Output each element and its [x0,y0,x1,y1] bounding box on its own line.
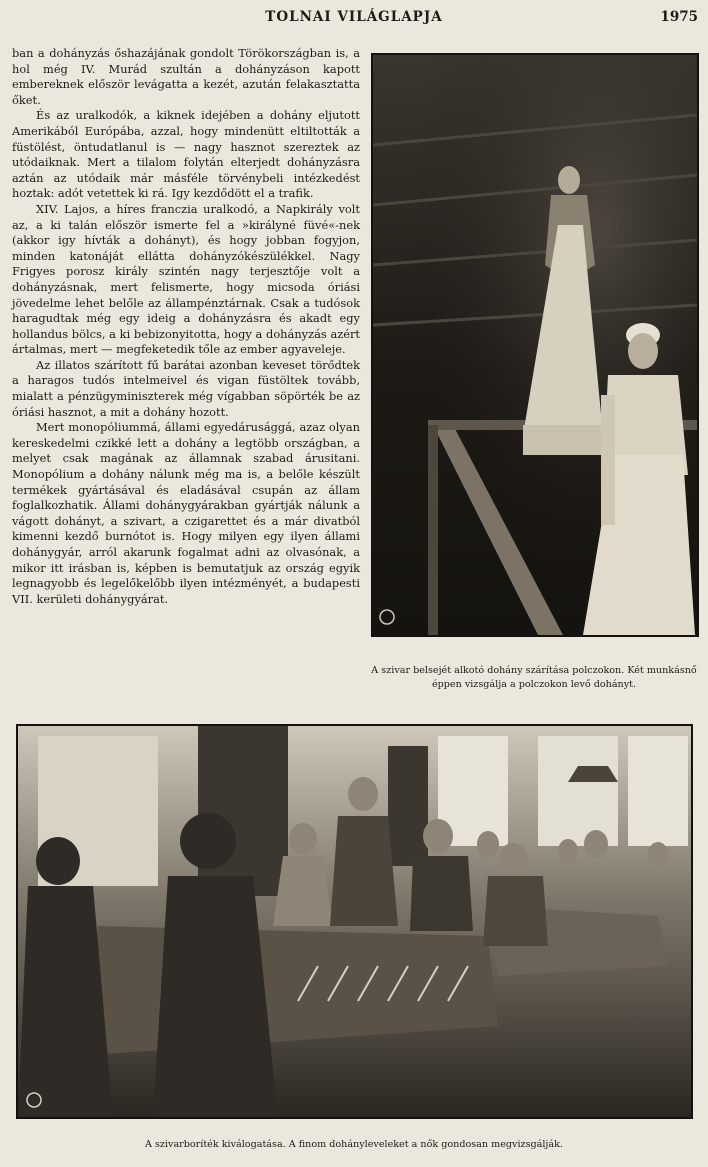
tobacco-drying-caption: A szivar belsejét alkotó dohány szárítása polczokon. Két munkásnő éppen vizsgálja a polczokon levő dohányt. [371,665,697,690]
tobacco-drying-photo-image [373,55,697,635]
article-paragraph: És az uralkodók, a kiknek idejében a dohány eljutott Amerikából Európába, azzal, hogy mindenütt eltiltották a füstölést, öntudatlanul is — nagy hasznot szereztek az utódaiknak. Mert a tilalom folytán elterjedt dohányzásra aztán az utódaik már másféle törvénybeli intézkedést hoztak: adót vetettek ki rá. Igy kezdődött el a trafik. [12,108,360,201]
page-number: 1975 [660,9,698,25]
wrapper-sorting-caption: A szivarboríték kiválogatása. A finom dohányleveleket a nők gondosan megvizsgálják. [145,1139,563,1150]
article-column [12,46,360,607]
magazine-title: TOLNAI VILÁGLAPJA [265,9,443,25]
article-paragraph: Mert monopóliummá, állami egyedárusággá, azaz olyan kereskedelmi czikké lett a dohány a legtöbb országban, a melyet csak magának az államnak szabad árusitani. Monopólium a dohány nálunk még ma is, a belőle készült termékek gyártásával és eladásával csupán az állam foglalkozhatik. Állami dohánygyárakban gyártják nálunk a vágott dohányt, a szivart, a czigarettet és a már divatból kimenni kezdő burnótot is. Hogy milyen egy ilyen állami dohánygyár, arról akarunk fogalmat adni az olvasónak, a mikor itt irásban is, képben is bemutatjuk az ország egyik legnagyobb és legelőkelőbb ilyen intézményét, a budapesti VII. kerületi dohánygyárat. [12,420,360,606]
tobacco-drying-photo [371,53,699,637]
article-paragraph: ban a dohányzás őshazájának gondolt Törökországban is, a hol még IV. Murád szultán a dohányzáson kapott embereknek először levágatta a kezét, azután felakasztatta őket. [12,46,360,107]
page-header [0,9,708,29]
article-paragraph: Az illatos szárított fű barátai azonban keveset törődtek a haragos tudós intelmeivel és vigan füstöltek tovább, mialatt a pénzügyminiszterek még vígabban söpörték be az óriási hasznot, a mit a dohány hozott. [12,357,360,419]
wrapper-sorting-photo [16,724,693,1119]
wrapper-sorting-photo-image [18,726,691,1117]
article-paragraph: XIV. Lajos, a híres franczia uralkodó, a Napkirály volt az, a ki talán először ismerte fel a »királyné füvé«-nek (akkor igy hívták a dohányt), és hogy jobban fogyjon, minden katonáját ellátta dohányzókészülékkel. Nagy Frigyes porosz király szintén nagy terjesztője volt a dohányzásnak, mert felismerte, hogy micsoda óriási jövedelme lehet belőle az állampénztárnak. Csak a tudósok haragudtak még egy ideig a dohányzásra és akadt egy hollandus bölcs, a ki bebizonyitotta, hogy a dohányzás azért ártalmas, mert — megfeketedik tőle az ember agyaveleje. [12,201,360,357]
